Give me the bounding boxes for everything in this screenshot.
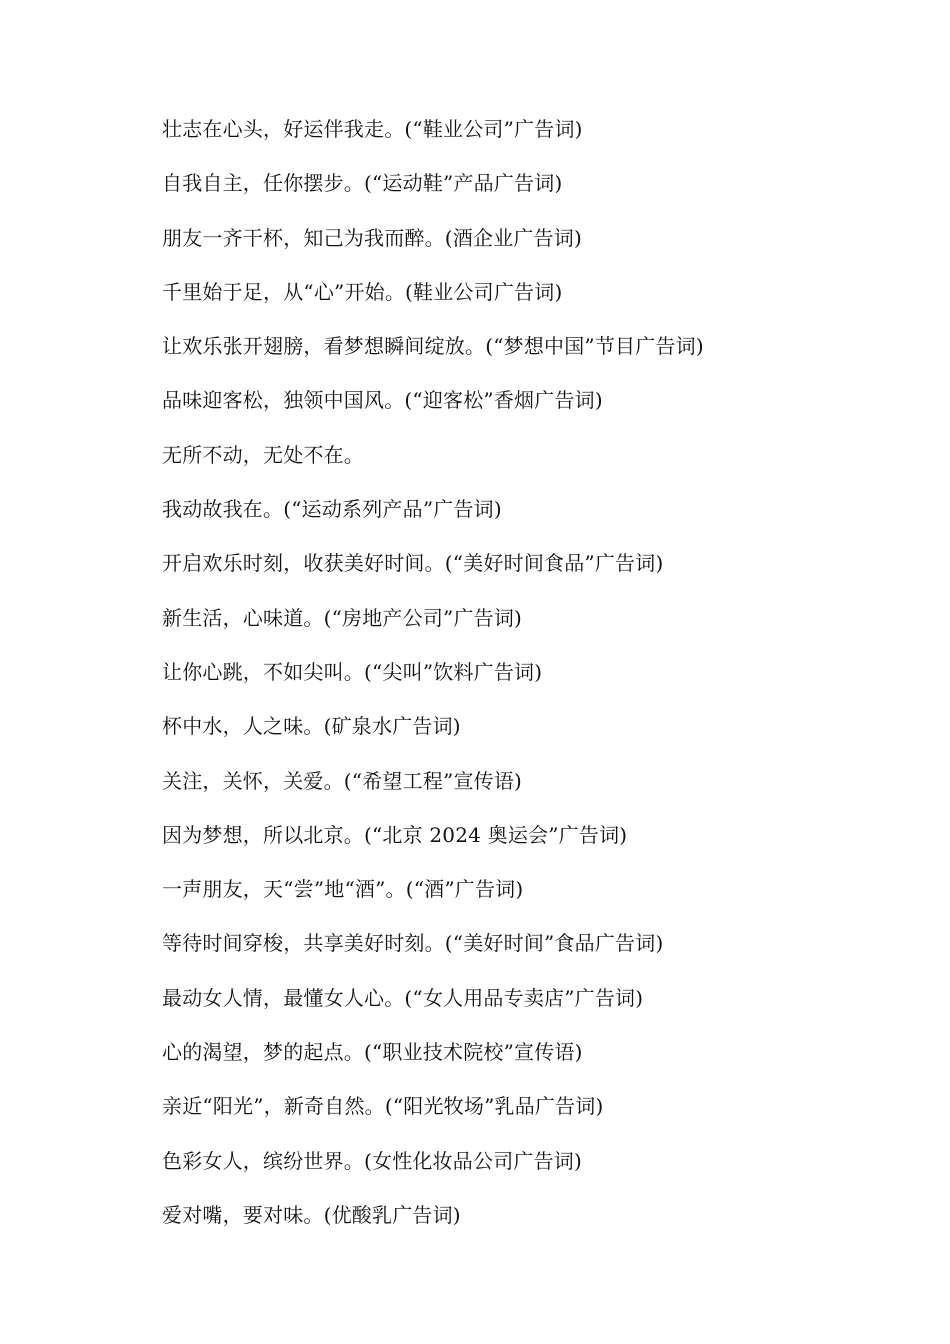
slogan-line: 关注，关怀，关爱。(“希望工程”宣传语) (162, 768, 523, 793)
slogan-line: 亲近“阳光”，新奇自然。(“阳光牧场”乳品广告词) (162, 1094, 604, 1119)
slogan-line: 开启欢乐时刻，收获美好时间。(“美好时间食品”广告词) (162, 551, 664, 576)
slogan-line: 新生活，心味道。(“房地产公司”广告词) (162, 605, 523, 630)
slogan-line: 品味迎客松，独领中国风。(“迎客松”香烟广告词) (162, 388, 603, 413)
slogan-line: 因为梦想，所以北京。(“北京 2024 奥运会”广告词) (162, 822, 628, 847)
slogan-line: 最动女人情，最懂女人心。(“女人用品专卖店”广告词) (162, 985, 644, 1010)
slogan-line: 爱对嘴，要对味。(优酸乳广告词) (162, 1202, 461, 1227)
slogan-line: 等待时间穿梭，共享美好时刻。(“美好时间”食品广告词) (162, 931, 664, 956)
slogan-line: 自我自主，任你摆步。(“运动鞋”产品广告词) (162, 171, 563, 196)
slogan-line: 心的渴望，梦的起点。(“职业技术院校”宣传语) (162, 1040, 583, 1065)
slogan-line: 让欢乐张开翅膀，看梦想瞬间绽放。(“梦想中国”节目广告词) (162, 334, 704, 359)
slogan-list (162, 113, 902, 1253)
slogan-line: 朋友一齐干杯，知己为我而醉。(酒企业广告词) (162, 225, 583, 250)
slogan-line: 壮志在心头，好运伴我走。(“鞋业公司”广告词) (162, 117, 583, 141)
slogan-line: 千里始于足，从“心”开始。(鞋业公司广告词) (162, 279, 563, 304)
slogan-line: 我动故我在。(“运动系列产品”广告词) (162, 497, 502, 522)
slogan-line: 色彩女人，缤纷世界。(女性化妆品公司广告词) (162, 1148, 583, 1173)
slogan-line: 让你心跳，不如尖叫。(“尖叫”饮料广告词) (162, 659, 543, 684)
slogan-line: 无所不动，无处不在。 (162, 442, 364, 467)
slogan-line: 一声朋友，天“尝”地“酒”。(“酒”广告词) (162, 877, 524, 902)
slogan-line: 杯中水，人之味。(矿泉水广告词) (162, 714, 461, 739)
